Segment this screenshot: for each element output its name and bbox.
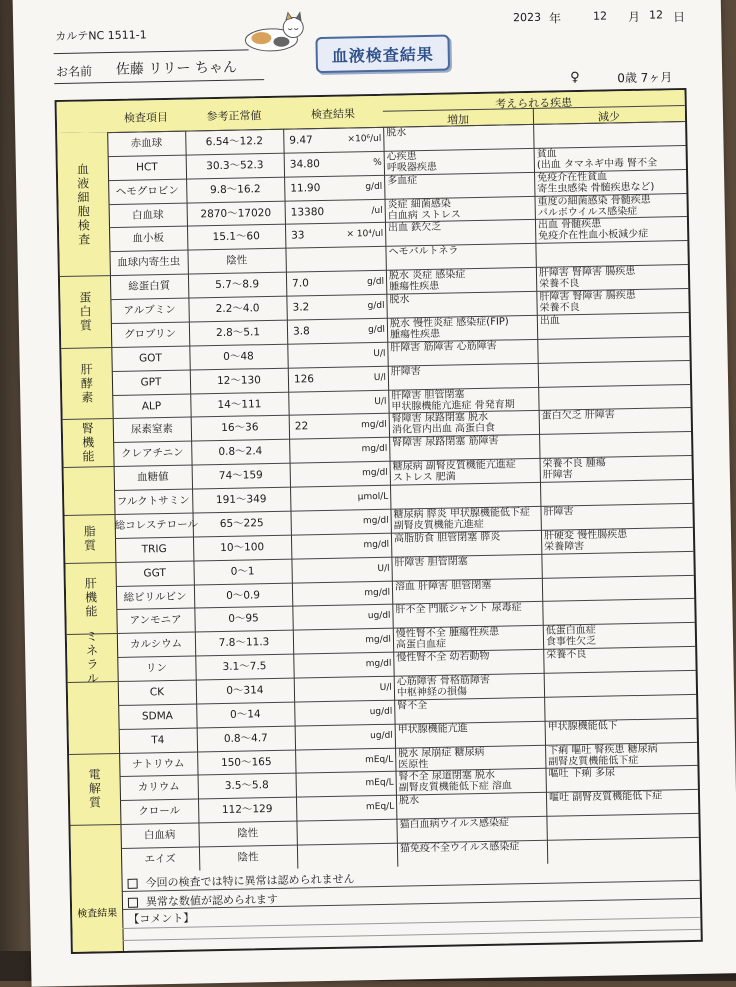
increase-cause: 肝障害 xyxy=(390,365,421,378)
reference-value: 0～1 xyxy=(230,565,255,578)
increase-cause: 脱水 xyxy=(386,127,407,139)
category-char: 能 xyxy=(85,604,98,620)
decrease-cause: 重度の細菌感染 骨髄疾患 xyxy=(537,194,651,208)
increase-cause: 白血病 ストレス xyxy=(387,208,461,222)
result-value: 3.2 xyxy=(292,301,310,314)
category-divider xyxy=(64,466,114,468)
test-item: ナトリウム xyxy=(131,757,185,771)
decrease-cause: 低蛋白血症 xyxy=(545,625,596,638)
result-unit: × 10⁴/ul xyxy=(346,229,384,240)
category-char: 機 xyxy=(81,435,95,450)
result-value: 13380 xyxy=(290,205,325,219)
test-item: 血糖値 xyxy=(136,471,169,484)
category-char: 白 xyxy=(79,304,92,319)
date-day: 12 xyxy=(648,8,664,22)
category-char: 検 xyxy=(77,218,91,233)
conclusion-label: 検査結果 xyxy=(71,872,124,952)
decrease-cause: 免疫介在性貧血 xyxy=(537,171,608,184)
category-char: 質 xyxy=(79,318,93,333)
increase-cause: 慢性腎不全 幼若動物 xyxy=(396,650,490,664)
increase-cause: 医原性 xyxy=(398,758,429,771)
test-item: ヘモグロビン xyxy=(115,184,179,198)
category-char: 機 xyxy=(84,590,98,606)
comment-line-2 xyxy=(123,929,701,941)
decrease-cause: 肝障害 腎障害 腸疾患 xyxy=(538,266,636,280)
result-unit: g/dl xyxy=(365,181,383,192)
decrease-cause: 肝障害 xyxy=(543,506,574,518)
col-item: 検査項目 xyxy=(123,110,169,125)
increase-cause: 心疾患 xyxy=(386,151,417,163)
reference-value: 3.5～5.8 xyxy=(224,779,269,793)
result-unit: g/dl xyxy=(367,277,385,288)
category-char: ラ xyxy=(86,657,99,672)
test-item: アンモニア xyxy=(129,614,182,628)
test-item: GOT xyxy=(138,351,163,365)
result-unit: mg/dl xyxy=(364,587,391,598)
result-unit: g/dl xyxy=(367,324,386,336)
reference-value: 16～36 xyxy=(221,421,259,435)
decrease-cause: 栄養障害 xyxy=(544,540,585,553)
test-item: グロブリン xyxy=(123,327,177,341)
category-divider xyxy=(70,824,120,826)
increase-cause: 多血症 xyxy=(387,174,418,187)
test-item: 総コレステロール xyxy=(114,518,199,532)
increase-cause: 猫白血病ウイルス感染症 xyxy=(399,817,510,831)
category-char: ネ xyxy=(85,643,99,658)
test-item: アルブミン xyxy=(123,303,176,317)
increase-cause: 心筋障害 骨格筋障害 xyxy=(396,674,491,688)
reference-value: 0～14 xyxy=(229,708,261,721)
increase-cause: 高脂肪食 胆管閉塞 膵炎 xyxy=(393,531,501,545)
increase-cause: 甲状腺機能亢進症 骨発育期 xyxy=(391,398,515,413)
report-title: 血液検査結果 xyxy=(315,35,450,74)
category-divider xyxy=(61,347,111,349)
result-value: 7.0 xyxy=(292,277,309,290)
result-value: 34.80 xyxy=(289,157,321,171)
increase-cause: 腎不全 尿道閉塞 脱水 xyxy=(398,770,496,784)
category-char: 液 xyxy=(77,176,90,191)
comment-label: 【コメント】 xyxy=(128,911,195,926)
decrease-cause: 栄養不良 xyxy=(539,302,580,314)
category-label xyxy=(67,629,118,686)
decrease-cause: 肝障害 xyxy=(542,469,573,481)
category-char: 電 xyxy=(88,767,101,782)
reference-value: 6.54～12.2 xyxy=(205,135,264,149)
category-char: 解 xyxy=(88,781,101,796)
increase-cause: 糖尿病 副腎皮質機能亢進症 xyxy=(392,459,516,473)
category-label xyxy=(63,421,114,464)
category-divider xyxy=(63,418,113,420)
increase-cause: 腎障害 尿路閉塞 脱水 xyxy=(391,412,489,426)
result-unit: U/l xyxy=(379,682,392,693)
increase-cause: 脱水 xyxy=(389,294,410,306)
test-item: 血球内寄生虫 xyxy=(117,256,181,270)
col-reference: 参考正常値 xyxy=(206,109,262,124)
col-increase: 増加 xyxy=(446,113,470,127)
test-item: カルシウム xyxy=(129,638,183,652)
category-label xyxy=(69,767,120,810)
test-item: HCT xyxy=(135,160,158,174)
decrease-cause: 蛋白欠乏 肝障害 xyxy=(541,409,615,423)
comment-line-1 xyxy=(122,917,700,929)
increase-cause: 腫瘍性疾患 xyxy=(389,280,440,293)
date-month: 12 xyxy=(592,9,608,23)
increase-cause: ヘモバルトネラ xyxy=(388,245,459,259)
decrease-cause: 嘔吐 下痢 多尿 xyxy=(548,767,616,781)
reference-value: 0～0.9 xyxy=(226,588,261,602)
increase-cause: 出血 鉄欠乏 xyxy=(387,222,442,235)
decrease-cause: 出血 xyxy=(539,315,560,327)
test-item: 白血病 xyxy=(143,829,176,842)
category-char: ル xyxy=(86,671,99,686)
date-year: 2023 xyxy=(512,10,542,25)
increase-cause: 高蛋白血症 xyxy=(395,638,447,651)
reference-value: 0～95 xyxy=(228,612,259,626)
increase-cause: 猫免疫不全ウイルス感染症 xyxy=(399,841,520,855)
reference-value: 陰性 xyxy=(237,827,259,840)
decrease-cause: 栄養不良 腫瘍 xyxy=(542,457,606,470)
results-table xyxy=(55,88,703,954)
result-unit: μmol/L xyxy=(357,491,389,503)
category-label xyxy=(58,162,110,247)
date-day-unit: 日 xyxy=(672,9,686,25)
increase-cause: 呼吸器疾患 xyxy=(386,161,438,174)
increase-cause: 副腎皮質機能低下症 溶血 xyxy=(398,780,513,795)
col-result: 検査結果 xyxy=(310,107,355,122)
decrease-cause: 下痢 嘔吐 腎疾患 糖尿病 xyxy=(548,743,658,757)
increase-cause: ストレス 肥満 xyxy=(392,471,456,484)
increase-cause: 脱水 慢性炎症 感染症(FIP) xyxy=(389,316,509,330)
decrease-cause: 免疫介在性血小板減少症 xyxy=(538,229,649,243)
increase-cause: 脱水 尿崩症 糖尿病 xyxy=(398,746,485,760)
test-item: SDMA xyxy=(141,709,174,723)
name-label: お名前 xyxy=(55,64,93,80)
name-underline xyxy=(54,79,264,84)
reference-value: 15.1～60 xyxy=(212,230,260,244)
result-unit: ug/dl xyxy=(367,611,391,622)
category-divider xyxy=(60,275,110,277)
karte-number: カルテNC 1511-1 xyxy=(55,28,147,44)
result-unit: ×10⁶/ul xyxy=(347,133,382,145)
reference-value: 74～159 xyxy=(218,469,263,483)
reference-value: 112～129 xyxy=(221,803,273,817)
result-value: 9.47 xyxy=(289,134,313,147)
test-item: CK xyxy=(149,686,165,699)
reference-value: 10～100 xyxy=(220,540,265,554)
reference-value: 191～349 xyxy=(215,493,267,507)
conclusion-area xyxy=(121,861,700,951)
increase-cause: 腎不全 xyxy=(397,699,428,712)
result-unit: mg/dl xyxy=(361,467,388,479)
decrease-cause: 出血 骨髄疾患 xyxy=(537,219,602,232)
test-item: クロール xyxy=(138,805,181,818)
result-unit: U/l xyxy=(373,372,387,383)
result-unit: % xyxy=(373,157,382,168)
result-unit xyxy=(333,825,395,826)
category-divider xyxy=(65,514,115,516)
test-item: ALP xyxy=(141,399,162,413)
result-value: 3.8 xyxy=(292,325,310,338)
checkbox-normal[interactable] xyxy=(128,879,138,889)
result-unit: mg/dl xyxy=(365,658,392,670)
result-unit: mg/dl xyxy=(365,635,392,646)
category-divider xyxy=(69,753,119,755)
test-item: 赤血球 xyxy=(130,137,163,150)
result-unit: mg/dl xyxy=(363,539,390,551)
result-unit: mg/dl xyxy=(361,444,388,455)
increase-cause: 中枢神経の損傷 xyxy=(396,686,468,699)
test-item: 総蛋白質 xyxy=(128,280,171,293)
reference-value: 150～165 xyxy=(220,755,272,769)
reference-value: 陰性 xyxy=(226,254,248,268)
col-disease: 考えられる疾患 xyxy=(495,96,573,111)
result-unit: ug/dl xyxy=(369,706,393,718)
decrease-cause: 嘔吐 副腎皮質機能低下症 xyxy=(548,790,663,805)
reference-value: 0.8～2.4 xyxy=(218,445,263,459)
result-unit: U/l xyxy=(373,348,386,359)
category-char: 血 xyxy=(76,162,90,177)
increase-cause: 腎障害 尿路閉塞 筋障害 xyxy=(392,435,499,449)
increase-cause: 糖尿病 膵炎 甲状腺機能低下症 xyxy=(393,506,531,521)
option-abnormal-label: 異常な数値が認められます xyxy=(145,892,279,909)
reference-value: 65～225 xyxy=(219,517,264,530)
decrease-cause: 寄生虫感染 骨髄疾患など) xyxy=(537,181,655,195)
decrease-cause: 肝障害 腎障害 腸疾患 xyxy=(539,290,636,303)
test-item: 尿素窒素 xyxy=(130,423,174,437)
decrease-cause: 食事性欠乏 xyxy=(545,636,597,649)
patient-name: 佐藤 リリー ちゃん xyxy=(115,59,238,78)
reference-value: 9.8～16.2 xyxy=(209,182,261,196)
category-char: 査 xyxy=(78,232,91,247)
lab-report-sheet xyxy=(13,0,736,987)
increase-cause: 脱水 炎症 感染症 xyxy=(388,269,466,282)
checkbox-abnormal[interactable] xyxy=(128,898,138,908)
cat-illustration xyxy=(241,9,310,52)
increase-cause: 肝障害 筋障害 心筋障害 xyxy=(390,340,497,354)
decrease-cause: 副腎皮質機能低下症 xyxy=(548,754,639,768)
gender-symbol: ♀ xyxy=(570,70,580,86)
test-item: 総ビリルビン xyxy=(123,590,187,604)
category-char: 腎 xyxy=(81,421,95,436)
decrease-cause: 貧血 xyxy=(536,148,557,160)
increase-cause: 溶血 肝障害 胆管閉塞 xyxy=(394,579,492,593)
category-char: 質 xyxy=(83,538,97,553)
test-item: GGT xyxy=(143,566,166,580)
col-decrease: 減少 xyxy=(597,110,621,124)
result-unit: mEq/L xyxy=(365,778,394,789)
increase-cause: 腫瘍性疾患 xyxy=(390,328,441,341)
test-item: エイズ xyxy=(144,853,176,866)
category-char: 蛋 xyxy=(79,290,92,305)
reference-value: 7.8～11.3 xyxy=(218,636,270,650)
test-item: 白血球 xyxy=(131,208,164,222)
category-char: 細 xyxy=(77,190,90,205)
reference-value: 0～314 xyxy=(226,684,264,697)
increase-cause: 慢性腎不全 腫瘍性疾患 xyxy=(395,626,500,640)
reference-value: 陰性 xyxy=(237,851,259,864)
category-char: 肝 xyxy=(80,362,93,377)
date-year-unit: 年 xyxy=(548,11,562,26)
result-unit: mEq/L xyxy=(365,802,395,813)
result-unit: mEq/L xyxy=(364,754,394,765)
reference-value: 2.8～5.1 xyxy=(215,326,261,339)
increase-cause: 甲状腺機能亢進 xyxy=(397,723,468,736)
reference-value: 3.1～7.5 xyxy=(222,660,267,674)
category-char: ミ xyxy=(85,629,98,644)
test-item: リン xyxy=(145,662,168,675)
category-char: 酵 xyxy=(80,376,94,391)
increase-cause: 肝障害 胆管閉塞 xyxy=(394,555,468,569)
increase-cause: 副腎皮質機能亢進症 xyxy=(393,518,484,532)
increase-cause: 肝不全 門脈シャント 尿毒症 xyxy=(395,602,522,617)
reference-value: 14～111 xyxy=(217,397,262,411)
reference-value: 0.8～4.7 xyxy=(223,731,268,745)
date-month-unit: 月 xyxy=(627,9,641,25)
increase-cause: 肝障害 胆管閉塞 xyxy=(391,388,465,402)
category-char: 質 xyxy=(88,795,102,810)
test-item: 血小板 xyxy=(132,232,165,246)
increase-cause: 炎症 細菌感染 xyxy=(387,198,451,211)
decrease-cause: 栄養不良 xyxy=(539,278,580,291)
category-label xyxy=(66,576,117,619)
test-item: カリウム xyxy=(137,781,180,795)
decrease-cause: (出血 タマネギ中毒 腎不全 xyxy=(536,157,658,171)
category-label xyxy=(60,290,111,333)
result-unit: mg/dl xyxy=(361,420,387,431)
category-char: 能 xyxy=(82,449,95,464)
test-item: GPT xyxy=(140,375,162,389)
decrease-cause: 栄養不良 xyxy=(546,649,587,661)
reference-value: 2870～17020 xyxy=(200,206,272,220)
category-char: 胞 xyxy=(77,204,90,219)
result-unit: g/dl xyxy=(367,300,385,312)
test-item: クレアチニン xyxy=(120,446,184,461)
result-unit xyxy=(322,252,384,253)
patient-age: 0歳 7ヶ月 xyxy=(617,70,673,86)
option-normal-label: 今回の検査では特に異常は認められません xyxy=(145,872,355,890)
test-item: T4 xyxy=(151,733,165,747)
result-value: 11.90 xyxy=(290,181,321,195)
category-char: 素 xyxy=(81,390,94,405)
reference-value: 0～48 xyxy=(223,350,254,363)
reference-value: 30.3～52.3 xyxy=(206,158,264,173)
test-item: TRIG xyxy=(141,542,167,556)
category-char: 肝 xyxy=(84,576,97,592)
result-value: 22 xyxy=(294,420,309,433)
increase-cause: 消化管内出血 高蛋白食 xyxy=(391,423,496,437)
category-divider xyxy=(65,562,115,564)
decrease-cause: 甲状腺機能低下 xyxy=(547,720,618,733)
reference-value: 5.7～8.9 xyxy=(215,278,260,292)
karte-underline xyxy=(54,49,249,54)
result-unit: ug/dl xyxy=(370,730,393,741)
result-unit: U/l xyxy=(377,563,390,574)
reference-value: 12～130 xyxy=(216,373,262,387)
category-char: 脂 xyxy=(83,524,96,539)
result-unit: U/l xyxy=(374,396,387,407)
result-value: 126 xyxy=(293,372,315,386)
category-label xyxy=(62,362,113,405)
increase-cause: 脱水 xyxy=(398,795,420,807)
reference-value: 2.2～4.0 xyxy=(215,302,260,316)
decrease-cause: パルボウイルス感染症 xyxy=(537,205,638,219)
category-label xyxy=(65,524,116,553)
result-unit xyxy=(333,849,395,850)
decrease-cause: 肝硬変 慢性腸疾患 xyxy=(543,528,628,542)
test-item: フルクトサミン xyxy=(116,494,190,509)
result-unit: mg/dl xyxy=(362,515,389,527)
result-value: 33 xyxy=(291,229,305,243)
result-unit: /ul xyxy=(371,205,383,216)
